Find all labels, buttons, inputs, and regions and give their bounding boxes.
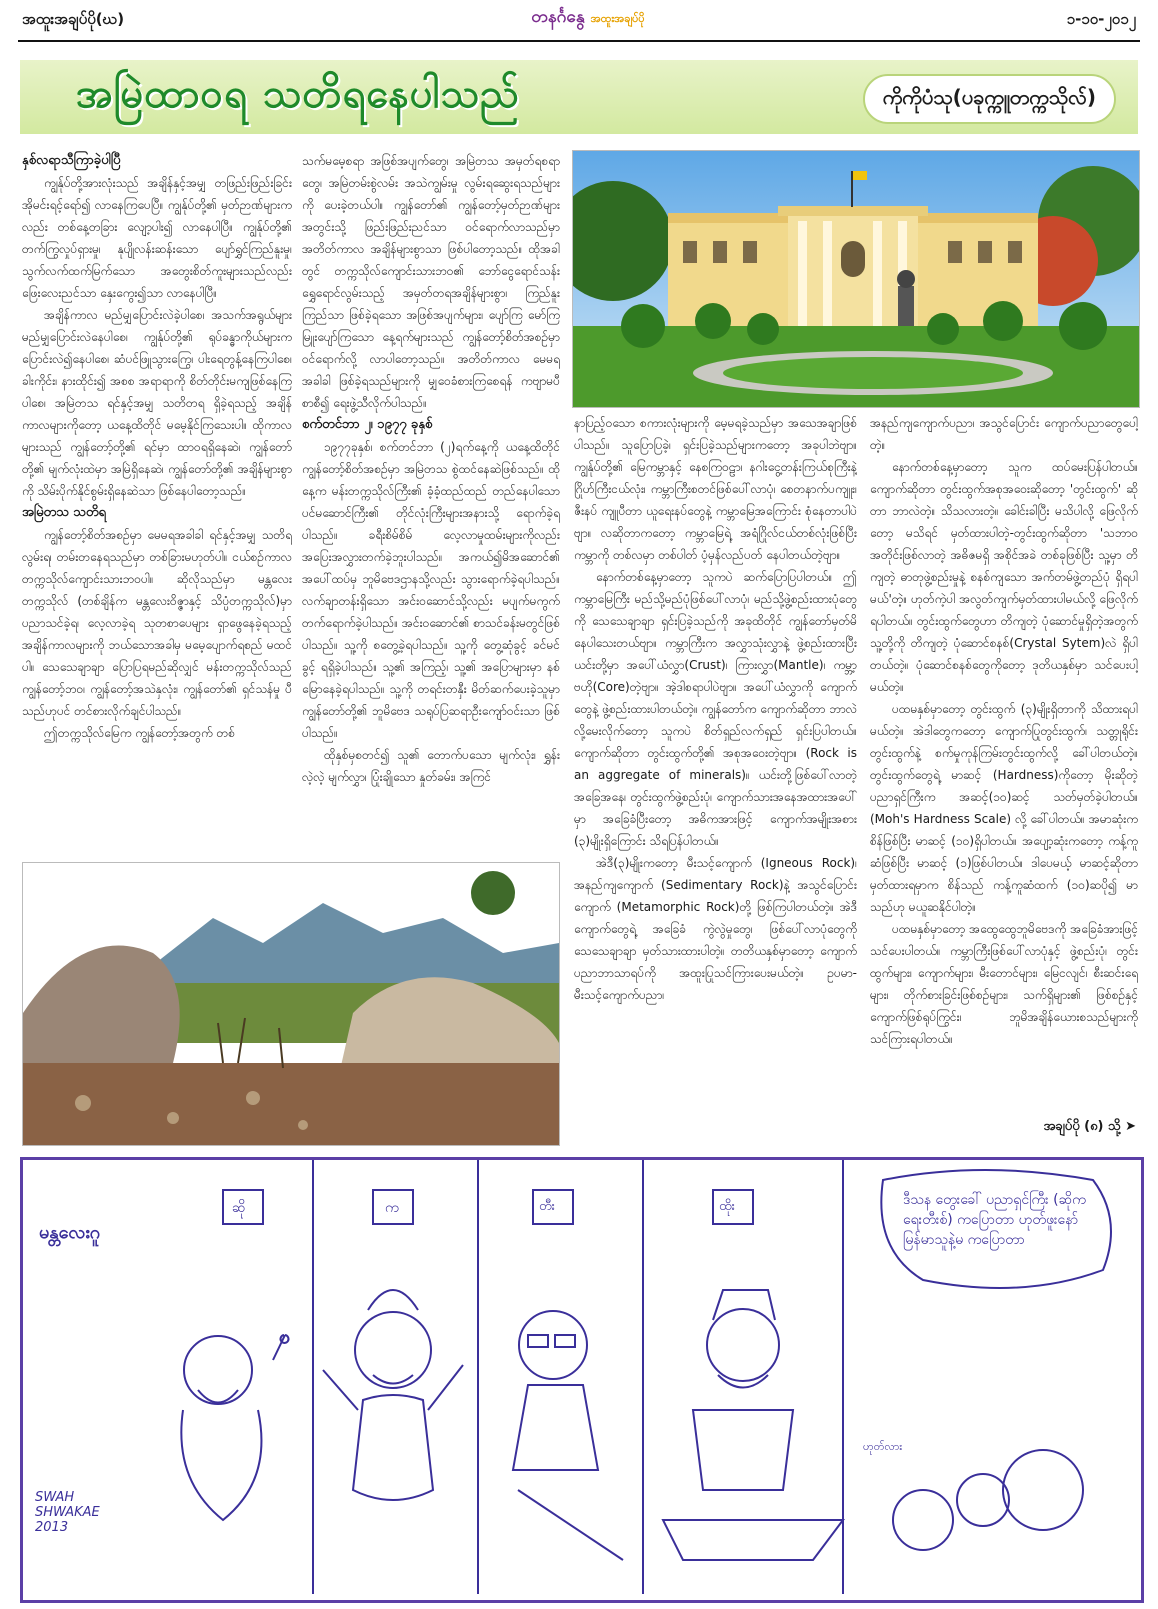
newspaper-logo: [488, 6, 688, 34]
paragraph: နာပြည့်ဝသော စကားလုံးများကို မေ့မရခဲ့သည်မှာ အသေအချာဖြစ်ပါသည်။ သူပြောပြခဲ့၊ ရှင်းပြခဲ့သည်များကတော့ အခုပါဘဲဗျာ။ ကျွန်ုပ်တို့၏ မြေကမ္ဘာနှင့် နေစကြဝဠာ၊ နဂါးငွေ့တန်းကြယ်စုကြီးနဲ့ ဂြိုဟ်ကြီးငယ်လုံး၊ ကမ္ဘာကြီးစတင်ဖြစ်ပေါ်လာပုံ၊ စေတနာက်ပကျူး၊ ဇီးနပ် ကျူပီတာ ယူရေးနပ်တွေနဲ့ ကမ္ဘာမြေအကြောင်း စုံနေတာပါပဲဗျာ။ လဆိုတာကတော့ ကမ္ဘာမြေရဲ့ အရံဂြိုလ်ငယ်တစ်လုံးဖြစ်ပြီး ကမ္ဘာကို တစ်လမှာ တစ်ပါတ် ပံ့မှန်လည်ပတ် နေပါတယ်တဲ့ဗျာ။: [574, 416, 857, 562]
comic-label-top: မန္တလေးဂူ: [39, 1222, 101, 1243]
paragraph: ပထမနှစ်မှာတော့ အထွေထွေဘူမိဗေဒကို အခြေခံအားဖြင့် သင်ပေးပါတယ်။ ကမ္ဘာကြီးဖြစ်ပေါ်လာပုံနှင့် ဖွဲ့စည်းပုံ၊ တွင်းထွက်များ၊ ကျောက်များ၊ မီးတောင်များ၊ မြေငလျင်၊ စီးဆင်းရေများ၊ တိုက်စားခြင်းဖြစ်စဉ်များ၊ သက်ရှိများ၏ ဖြစ်စဉ်နှင့် ကျောက်ဖြစ်ရုပ်ကြွင်း၊ ဘူမိအချိန်ယေားစသည်များကို သင်ကြားရပါတယ်။: [870, 922, 1138, 1046]
continued-label: အချပ်ပို (၈) သို့: [1043, 1119, 1121, 1134]
column-heading: နှစ်လရာသီကြာခဲ့ပါပြီ: [22, 153, 121, 168]
paragraph: နောက်တစ်နေ့မှာတော့ သူကပဲ ဆက်ပြောပြပါတယ်။ ဤကမ္ဘာမြေကြီး မည်သို့မည်ပုံဖြစ်ပေါ်လာပုံ၊ မည်သို့ဖွဲ့စည်းထားပုံတွေကို သေသေချာချာ ရှင်းပြခဲ့သည်ကို အခုထိတိုင် ကျွန်တော်မှတ်မိနေပါသေးတယ်ဗျာ။ ကမ္ဘာကြီးက အလွှာသုံးလွှာနဲ့ ဖွဲ့စည်းထားပြီး ယင်းတို့မှာ အပေါ်ယံလွှာ(Crust)၊ ကြားလွှာ(Mantle)၊ ကမ္ဘာ့ဗဟို(Core)တဲ့ဗျာ။ အဲ့ဒါစရာပါပဲဗျာ။ အပေါ်ယံလွှာကို ကျောက်တွေနဲ့ ဖွဲ့စည်းထားပါတယ်တဲ့။ ကျွန်တော်က ကျောက်ဆိုတာ ဘာလဲလို့မေးလိုက်တော့ သူကပဲ စိတ်ရှည်လက်ရှည် ရှင်းပြပါတယ်။ ကျောက်ဆိုတာ တွင်းထွက်တို့၏ အစုအဝေးတဲ့ဗျာ။ (Rock is an aggregate of minerals)။ ယင်းတို့ဖြစ်ပေါ်လာတဲ့ အခြေအနေ၊ တွင်းထွက်ဖွဲ့စည်းပုံ၊ ကျောက်သားအနေအထားအပေါ်မှာ အခြေခံပြီးတော့ အဓိကအားဖြင့် ကျောက်အမျိုးအစား (၃)မျိုးရှိကြောင်း သိရပြန်ပါတယ်။: [574, 570, 857, 848]
article-column-3: [574, 412, 857, 1132]
paragraph: သက်မမေ့စရာ အဖြစ်အပျက်တွေ၊ အမြဲတသ အမှတ်ရစရာတွေ၊ အမြဲတမ်းစွဲလမ်း အသဲကျွမ်းမှု လွမ်းရဆွေးရသည်များကို ပေးခဲ့တယ်ပါ။ ကျွန်တော်၏ ကျွန်တော့်မှတ်ဉာဏ်များအတွင်းသို့ ဖြည်းဖြည်းညင်သာ ဝင်ရောက်လာသည်မှာ အတိတ်ကာလ အချိန်များစွာသာ ဖြစ်ပါတော့သည်။ ထိုအခါတွင် တက္ကသိုလ်ကျောင်းသားဘဝ၏ ဘော်ငွေရောင်သန်းရွှေရောင်လွမ်းသည့် အမှတ်တရအချိန်များစွာ၊ ကြည်နူးကြည်သာ ဖြစ်ခဲ့ရသော အဖြစ်အပျက်များ၊ ပျော်ကြ မော်ကြ မြူးပျော်ကြသော နေ့ရက်များသည် ကျွန်တော့်စိတ်အစဉ်မှာ ဝင်ရောက်လို့ လာပါတော့သည်။ အတိတ်ကာလ မေမရအခါခါ ဖြစ်ခဲ့ရသည်များကို မျှဝေခံစားကြစေရန် ကဗျာမပီ စာစီ၍ ရေးဖွဲ့သီလိုက်ပါသည်။: [302, 154, 560, 410]
column-heading: စက်တင်ဘာ ၂၊ ၁၉၇၇ ခုနှစ်: [302, 417, 433, 432]
header-rule: [18, 40, 1140, 42]
paragraph: ထိုနှစ်မှစတင်၍ သူ၏ တောက်ပသော မျက်လုံး၊ ရွှန်းလဲ့လဲ့ မျက်လွှာ၊ ပြုံးချိုသော နှုတ်ခမ်း၊ အကြင်: [302, 748, 560, 784]
paragraph: အနည်ကျကျောက်ပညာ၊ အသွင်ပြောင်း ကျောက်ပညာတွေပေါ့တဲ့။: [870, 416, 1138, 452]
article-column-2: [302, 150, 560, 870]
paragraph: ကျွန်ုပ်တို့အားလုံးသည် အချိန်နှင့်အမျှ တဖြည်းဖြည်းခြင်း အိုမင်းရင့်ရော်၍ လာနေကြပေပြီ။ ကျွန်ုပ်တို့၏ မှတ်ဉာဏ်များကလည်း တစ်နေ့တခြား လျော့ပါး၍ လာနေပါပြီ။ ကျွန်ုပ်တို့၏ တက်ကြွလှုပ်ရှားမှု၊ နုပျိုလန်းဆန်းသော ပျော်ရွှင်ကြည်နူးမှု၊ သွက်လက်ထက်မြက်သော အတွေးစိတ်ကူးများသည်လည်း ဖြေးလေးညင်သာ နှေးကွေး၍သာ လာနေပါပြီ။: [22, 176, 292, 300]
paragraph: ကျွန်တော့်စိတ်အစဉ်မှာ မေမရအခါခါ ရင်နှင့်အမျှ သတိရ လွမ်းရ၊ တမ်းတနေရသည်မှာ တစ်ခြားမဟုတ်ပါ။ ငယ်စဉ်ကာလ တက္ကသိုလ်ကျောင်းသားဘဝပါ။ ဆိုလိုသည်မှာ မန္တလေးတက္ကသိုလ် (တစ်ချိန်က မန္တလေးဝိဇ္ဇာနှင့် သိပ္ပံတက္ကသိုလ်)မှာ ပညာသင်ခဲ့ရ၊ လေ့လာခဲ့ရ သုတစာပေများ ရှာဖွေနေခဲ့ရသည့် အချိန်ကာလများကို ဘယ်သောအခါမှ မမေ့ပျောက်ရစည် မထင်ပါ။ သေသေချာချာ ပြောပြရမည်ဆိုလျှင် မန်းတက္ကသိုလ်သည် ကျွန်တော့်ဘဝ၊ ကျွန်တော့်အသဲနှလုံး၊ ကျွန်တော်၏ ရှင်သန်မှု ပီသည်ဟုပင် တင်စားလိုက်ချင်ပါသည်။: [22, 528, 292, 718]
comic-note: ဟုတ်လား: [863, 1440, 903, 1453]
article-column-4: [870, 412, 1138, 1132]
title-banner: [20, 60, 1138, 134]
section-label: အထူးအချပ်ပို(ဃ): [22, 10, 125, 28]
comic-strip: [20, 1157, 1144, 1603]
comic-panel-tag: ဆို: [232, 1200, 246, 1216]
comic-panel-tag: ထိုး: [719, 1199, 735, 1214]
artist-signature: SWAH SHWAKAE 2013: [35, 1490, 100, 1535]
page-header: [18, 6, 1140, 36]
logo-sub-text: အထူးအချပ်ပို: [590, 12, 645, 25]
column-heading: အမြဲတသ သတိရ: [22, 505, 106, 520]
paragraph: ပထမနှစ်မှာတော့ တွင်းထွက် (၃)မျိုးရှိတာကို သိထားရပါမယ်တဲ့။ အဲဒါတွေကတော့ ကျောက်ပြုတွင်းထွက်၊ သတ္တုရိုင်းတွင်းထွက်နဲ့ စက်မှုကုန်ကြမ်းတွင်းထွက်လို့ ခေါ်ပါတယ်တဲ့။ တွင်းထွက်တွေရဲ့ မာဆင့် (Hardness)ကိုတော့ မိုးဆိုတဲ့ ပညာရှင်ကြီးက အဆင့်(၁၀)ဆင့် သတ်မှတ်ခဲ့ပါတယ်။ (Moh's Hardness Scale) လို့ ခေါ်ပါတယ်။ အမာဆုံးက စိန်ဖြစ်ပြီး မာဆင့် (၁၀)ရှိပါတယ်။ အပျော့ဆုံးကတော့ ကန့်ကူဆံဖြစ်ပြီး မာဆင့် (၁)ဖြစ်ပါတယ်။ ဒါပေမယ့် မာဆင့်ဆိုတာ မှတ်ထားရမှာက စိန်သည် ကန့်ကူဆံထက် (၁၀)ဆပို၍ မာသည်ဟု မယူဆနိုင်ပါတဲ့။: [870, 702, 1138, 914]
university-building-photo: [572, 150, 1140, 408]
paragraph: အဲဒီ(၃)မျိုးကတော့ မီးသင့်ကျောက် (Igneous Rock)၊ အနည်ကျကျောက် (Sedimentary Rock)နဲ့ အသွင်ပြောင်းကျောက် (Metamorphic Rock)တို့ ဖြစ်ကြပါတယ်တဲ့။ အဲဒီ ကျောက်တွေရဲ့ အခြေခံ ကွဲလွဲမှုတွေ၊ ဖြစ်ပေါ်လာပုံတွေကို သေသေချာချာ မှတ်သားထားပါတဲ့။ တတိယနှစ်မှာတော့ ကျောက်ပညာဘာသာရပ်ကို အထူးပြုသင်ကြားပေးမယ်တဲ့။ ဥပမာ- မီးသင့်ကျောက်ပညာ၊: [574, 856, 857, 1002]
rock-landscape-photo: [22, 862, 560, 1146]
page-date: ၁-၁၀-၂၀၁၂: [1066, 10, 1136, 28]
paragraph: နောက်တစ်နေ့မှာတော့ သူက ထပ်မေးပြန်ပါတယ်။ ကျောက်ဆိုတာ တွင်းထွက်အစုအဝေးဆိုတော့ 'တွင်းထွက်' ဆိုတာ ဘာလဲတဲ့။ သိသလားတဲ့။ ခေါင်းခါပြီး မသိပါလို့ ဖြေလိုက်တော့ မသိရင် မှတ်ထားပါတဲ့-တွင်းထွက်ဆိုတာ 'သဘာဝအတိုင်းဖြစ်လာတဲ့ အဓိဇမရှိ အစိုင်အခဲ တစ်ခုဖြစ်ပြီး သူ့မှာ တိကျတဲ့ ဓာတုဖွဲ့စည်းမှုနဲ့ စနစ်ကျသော အက်တမ်ဖွဲ့တည်ပုံ ရှိရပါမယ်'တဲ့။ ဟုတ်ကဲ့ပါ အလွတ်ကျက်မှတ်ထားပါမယ်လို့ ဖြေလိုက်ရပါတယ်။ တွင်းထွက်တွေဟာ တိကျတဲ့ ပုံဆောင်မှုရှိတဲ့အတွက် သူ့တို့ကို တိကျတဲ့ ပုံဆောင်စနစ်(Crystal Sytem)လဲ ရှိပါတယ်တဲ့။ ပုံဆောင်စနစ်တွေကိုတော့ ဒုတိယနှစ်မှာ သင်ပေးပါ့မယ်တဲ့။: [870, 460, 1138, 694]
continued-note: [1044, 1118, 1137, 1137]
speech-bubble-text: ဒီသန တွေးခေါ် ပညာရှင်ကြီး (ဆိုကရေးတီးစ်) ကပြောတာ ဟုတ်ဖူးနော် မြန်မာသူနဲ့မ ကပြောတာ: [903, 1192, 1086, 1248]
comic-panel-tag: က: [385, 1200, 399, 1216]
article-title: အမြဲထာဝရ သတိရနေပါသည်: [76, 70, 520, 117]
comic-panel-tag: တီး: [539, 1199, 555, 1214]
paragraph: ၁၉၇၇ခုနှစ်၊ စက်တင်ဘာ (၂)ရက်နေ့ကို ယနေ့ထိတိုင် ကျွန်တော့်စိတ်အစဉ်မှာ အမြဲတသ စွဲထင်နေဆဲဖြစ်သည်။ ထိုနေ့က မန်းတက္ကသိုလ်ကြီး၏ ခံ့ခံ့ထည်ထည် တည်နေပါသော ပင်မဆောင်ကြီး၏ တိုင်လုံးကြီးများအနားသို့ ရောက်ခဲ့ရပါသည်။ ခရီးစိမ်စိမ် လေ့လာမှုထမ်းများကိုလည်း အပြေးအလွှားတက်ခဲ့ဘူးပါသည်။ အကယ်၍မိအဆောင်၏ အပေါ်ထပ်မှ ဘူမိဗေဒဌာနသို့လည်း သွားရောက်ခဲ့ရပါသည်။ လက်ချာတန်းရှိသော အင်းဝဆောင်သို့လည်း မပျက်မကွက် တက်ရောက်ခဲ့ပါသည်။ အင်းဝဆောင်၏ စာသင်ခန်းမတွင်ဖြစ်ပါသည်။ သူ့ကို စတွေ့ခဲ့ရပါသည်။ သူ့ကို တွေ့ဆုံခွင့် ခင်မင်ခွင့် ရရှိခဲ့ပါသည်။ သူ့၏ အကြည့်၊ သူ့၏ အပြောများမှာ နစ်မြောနေခဲ့ရပါသည်။ သူ့ကို တရင်းတနှီး မိတ်ဆက်ပေးခဲ့သူမှာ ကျွန်တော်တို့၏ ဘူမိဗေဒ သရုပ်ပြဆရာဦးကျော်ဝင်းသာ ဖြစ်ပါသည်။: [302, 440, 560, 740]
logo-main-text: တနင်္ဂနွေ: [531, 7, 585, 27]
article-author: ကိုကိုပံသု(ပခုက္ကူတက္ကသိုလ်): [863, 74, 1116, 124]
article-column-1: [22, 150, 292, 850]
arrow-right-icon: ➤: [1125, 1119, 1136, 1134]
paragraph: အချိန်ကာလ မည်မျှပြောင်းလဲခဲ့ပါစေ၊ အသက်အရွယ်များ မည်မျှပြောင်းလဲနေပါစေ၊ ကျွန်ုပ်တို့၏ ရုပ်ခန္ဓာကိုယ်များက ပြောင်းလဲ၍နေပါစေ၊ ဆံပင်ဖြူသွားကြွေ၊ ပါးရေတွန့်နေကြပါစေ၊ ခါးကိုင်း၊ နားထိုင်း၍ အစစ အရာရာကို စိတ်တိုင်းမကျဖြစ်နေကြပါစေ၊ အမြဲတသ ရင်နှင့်အမျှ သတိတရ ရှိခဲ့ရသည့် အချိန်ကာလများကိုတော့ ယနေ့ထိတိုင် မမေ့နိုင်ကြသေးပါ။ ထိုကာလများသည် ကျွန်တော့်တို့၏ ရင်မှာ ထာဝရရှိနေဆဲ၊ ကျွန်တော်တို့၏ မျက်လုံးထဲမှာ အမြဲရှိနေဆဲ၊ ကျွန်တော်တို့၏ အချိန်များစွာကို သိမ်းပိုက်နိုင်စွမ်းရှိနေဆဲသာ ဖြစ်နေပါတော့သည်။: [22, 308, 292, 498]
paragraph: ဤတက္ကသိုလ်မြေက ကျွန်တော့်အတွက် တစ်: [44, 726, 235, 740]
